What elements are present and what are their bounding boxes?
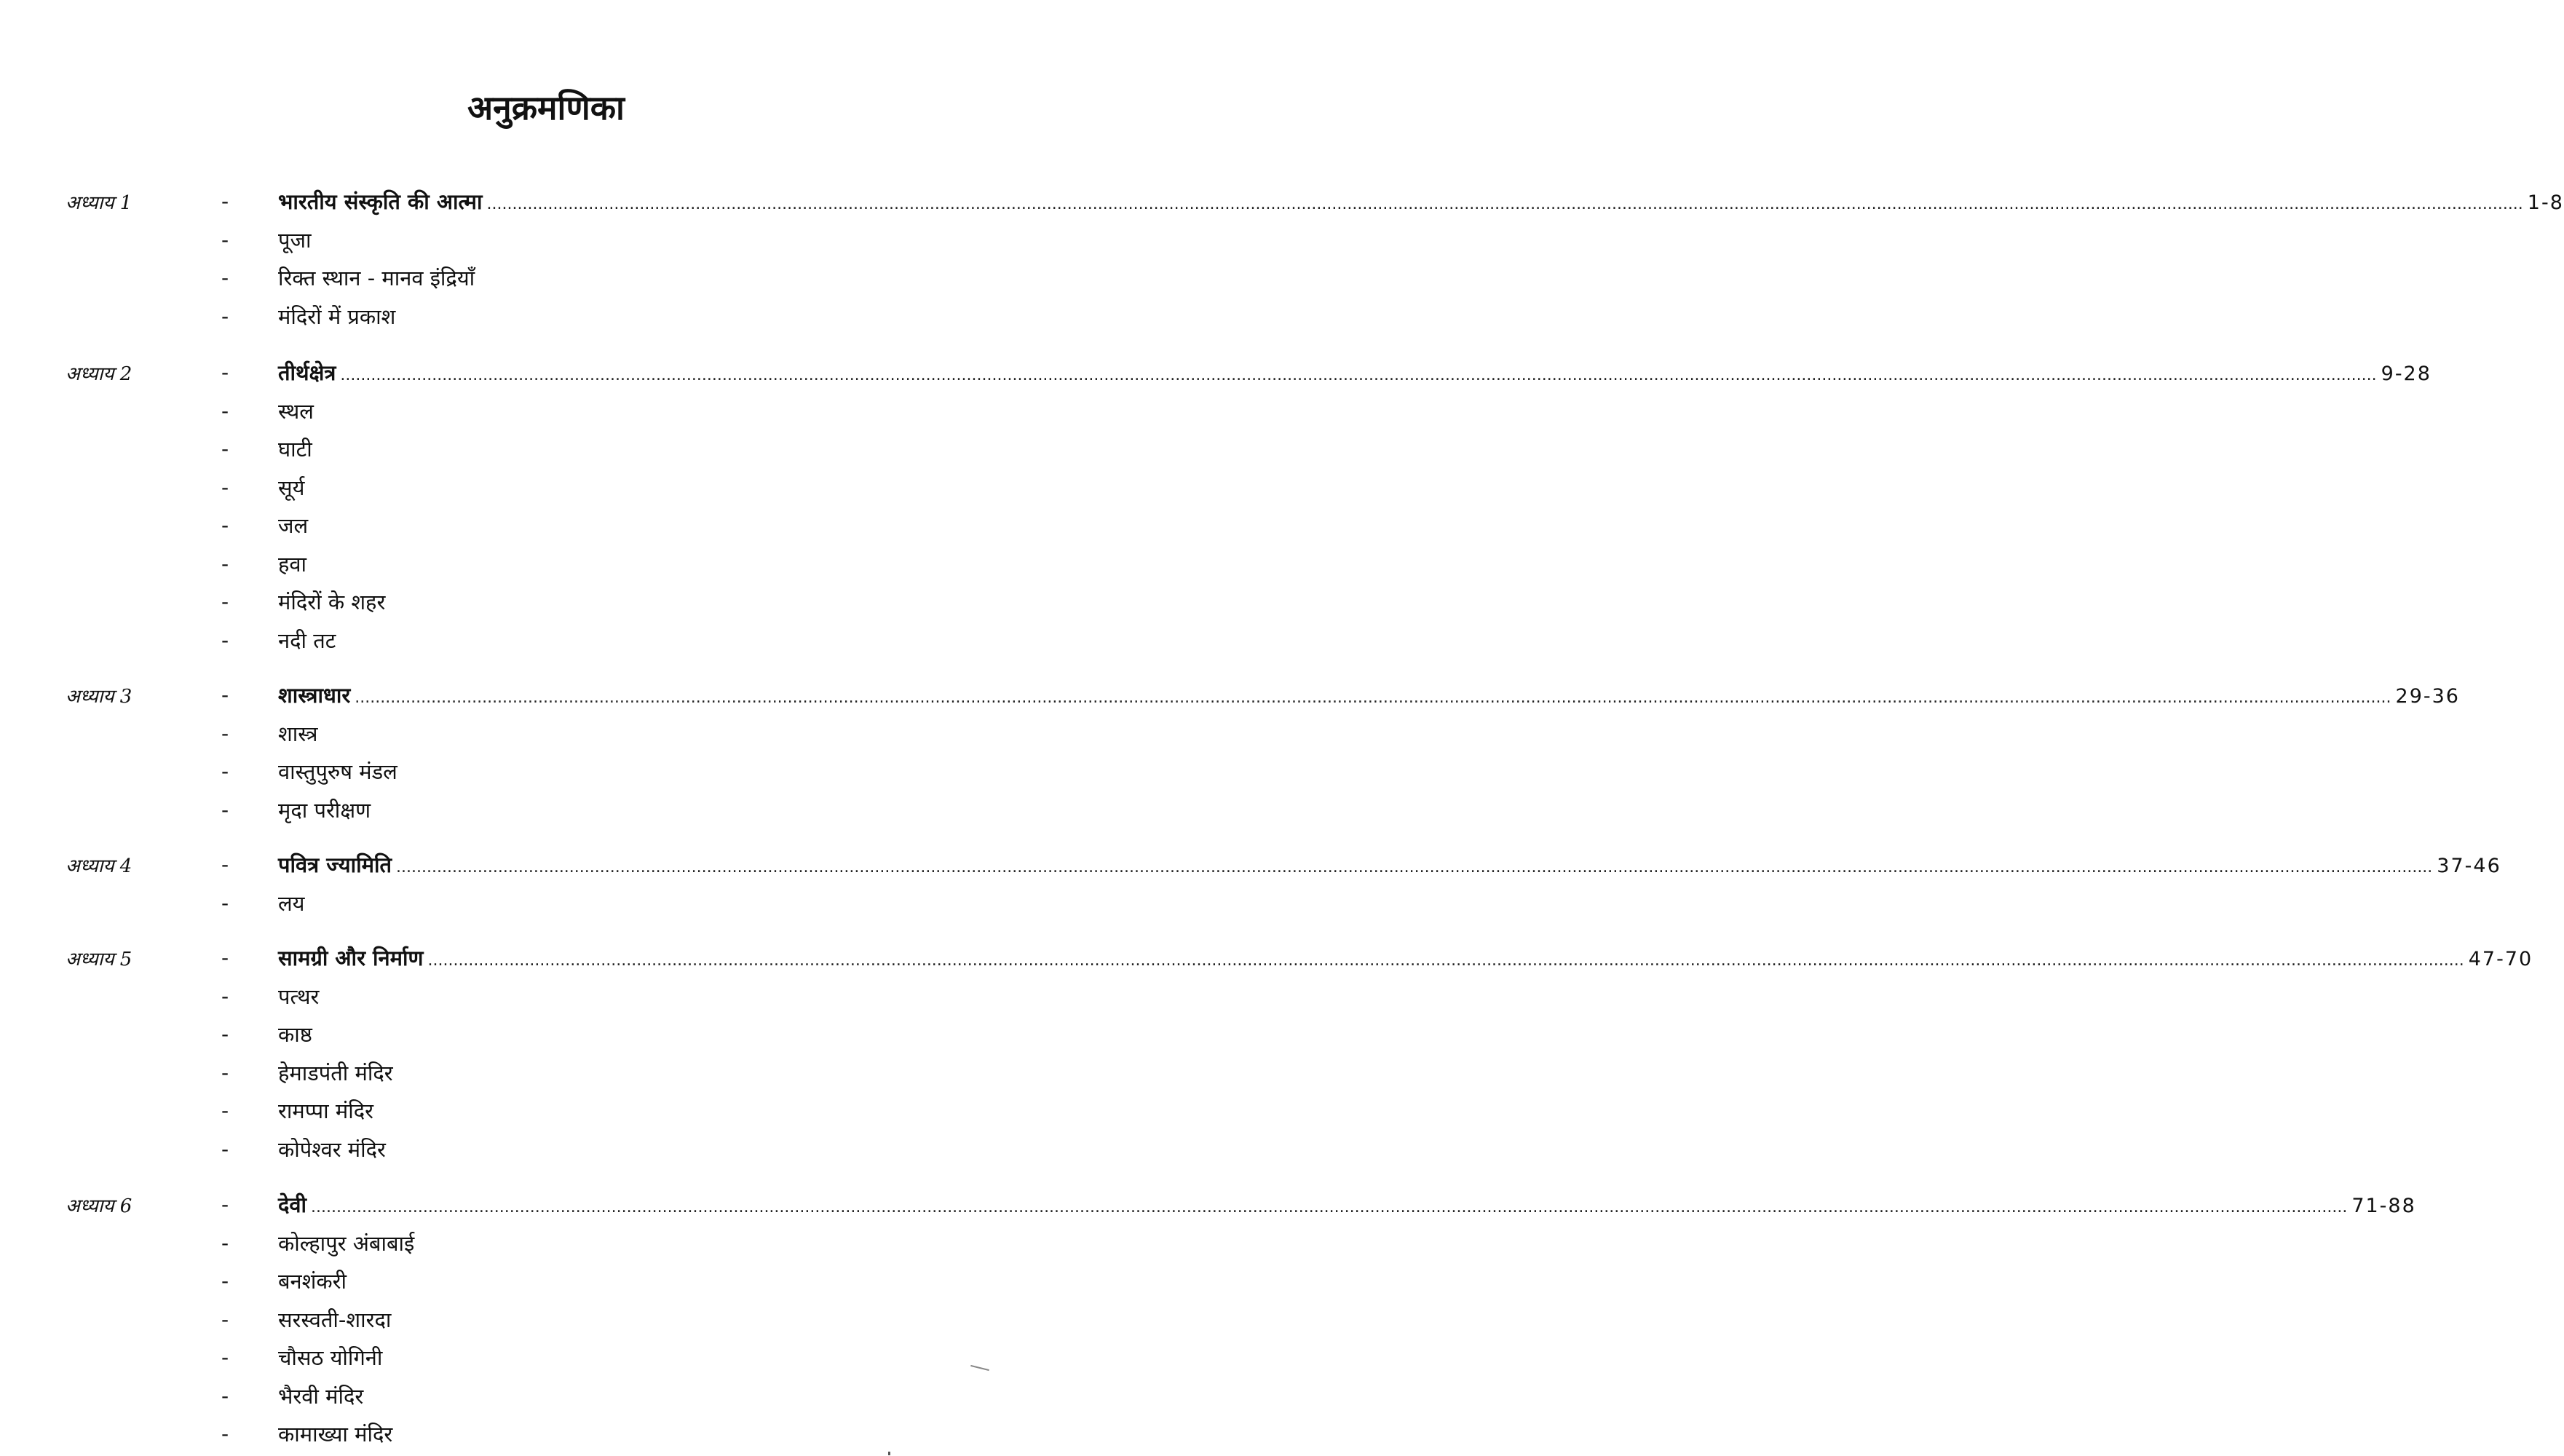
scan-mark <box>888 1452 890 1455</box>
dash: - <box>221 1383 229 1408</box>
topic-text: घाटी <box>278 437 312 462</box>
topic-entry <box>278 889 1035 918</box>
topic-row <box>0 472 1092 508</box>
topic-text: हवा <box>278 551 307 577</box>
dot-leader: ................................................................................................................................................................................................................................................................................................................................................................................................................ <box>311 1198 2348 1216</box>
topic-text: शास्त्र <box>278 721 318 746</box>
chapter-entry <box>278 850 2501 882</box>
dash: - <box>221 1022 229 1046</box>
topic-row <box>0 1418 1092 1455</box>
dash: - <box>221 628 229 652</box>
dash: - <box>221 1269 229 1293</box>
topic-entry <box>278 550 1035 579</box>
topic-entry <box>278 587 1035 617</box>
chapter-row <box>0 357 2432 393</box>
topic-entry <box>278 302 1035 331</box>
topic-entry <box>278 473 1035 502</box>
dot-leader: ................................................................................................................................................................................................................................................................................................................................................................................................................ <box>340 366 2377 384</box>
topic-text: रिक्त स्थान - मानव इंद्रियाँ <box>278 266 475 290</box>
page-range: 37-46 <box>2437 855 2501 877</box>
page-range: 47-70 <box>2468 948 2533 970</box>
topic-row <box>0 1227 1092 1264</box>
topic-row <box>0 510 1092 546</box>
topic-text: बनशंकरी <box>278 1269 347 1294</box>
dot-leader: ................................................................................................................................................................................................................................................................................................................................................................................................................ <box>486 195 2523 213</box>
dash: - <box>221 360 229 384</box>
topic-text: सूर्य <box>278 475 305 500</box>
page-title: अनुक्रमणिका <box>467 88 625 127</box>
chapter-heading: भारतीय संस्कृति की आत्मा <box>278 189 483 214</box>
dash: - <box>221 227 229 252</box>
topic-entry <box>278 1229 1035 1258</box>
topic-entry <box>278 719 1035 748</box>
dash: - <box>221 590 229 614</box>
topic-row <box>0 756 1092 792</box>
chapter-label: अध्याय 4 <box>66 855 132 877</box>
topic-entry <box>278 626 1035 655</box>
topic-row <box>0 1265 1092 1302</box>
topic-entry <box>278 1382 1035 1411</box>
topic-text: मंदिरों में प्रकाश <box>278 304 396 329</box>
topic-text: वास्तुपुरुष मंडल <box>278 759 397 784</box>
topic-text: मंदिरों के शहर <box>278 590 386 614</box>
topic-entry <box>278 264 1035 293</box>
topic-text: सरस्वती-शारदा <box>278 1307 392 1332</box>
page-range: 1-8 <box>2527 191 2564 214</box>
topic-entry <box>278 397 1035 426</box>
dash: - <box>221 852 229 877</box>
topic-row <box>0 1342 1092 1378</box>
chapter-entry <box>278 681 2460 713</box>
topic-text: पत्थर <box>278 984 320 1009</box>
dash: - <box>221 1345 229 1369</box>
dash: - <box>221 946 229 970</box>
topic-entry <box>278 757 1035 786</box>
dash: - <box>221 1230 229 1255</box>
dash: - <box>221 1060 229 1085</box>
topic-text: कामाख्या मंदिर <box>278 1422 393 1447</box>
topic-row <box>0 1133 1092 1170</box>
topic-entry <box>278 1096 1035 1125</box>
topic-text: स्थल <box>278 398 314 424</box>
topic-entry <box>278 1135 1035 1164</box>
topic-text: मृदा परीक्षण <box>278 797 371 823</box>
chapter-label: अध्याय 2 <box>66 363 132 385</box>
topic-text: कोल्हापुर अंबाबाई <box>278 1230 415 1256</box>
page-range: 29-36 <box>2395 685 2460 708</box>
chapter-heading: तीर्थक्षेत्र <box>278 360 336 385</box>
chapter-row <box>0 849 2501 885</box>
dash: - <box>221 721 229 745</box>
dash: - <box>221 797 229 822</box>
dash: - <box>221 759 229 783</box>
topic-entry <box>278 511 1035 540</box>
chapter-label: अध्याय 6 <box>66 1195 132 1217</box>
topic-row <box>0 548 1092 585</box>
chapter-heading: पवित्र ज्यामिति <box>278 852 392 877</box>
topic-row <box>0 718 1092 754</box>
topic-row <box>0 301 1092 337</box>
topic-text: नदी तट <box>278 628 336 653</box>
dash: - <box>221 551 229 576</box>
topic-text: रामप्पा मंदिर <box>278 1099 373 1123</box>
chapter-label: अध्याय 3 <box>66 686 132 708</box>
topic-entry <box>278 226 1035 255</box>
dash: - <box>221 513 229 537</box>
chapter-heading: देवी <box>278 1192 307 1217</box>
dash: - <box>221 475 229 499</box>
topic-row <box>0 224 1092 261</box>
topic-text: जल <box>278 513 309 538</box>
topic-row <box>0 1018 1092 1055</box>
topic-entry <box>278 1420 1035 1449</box>
topic-entry <box>278 796 1035 825</box>
chapter-row <box>0 1189 2416 1225</box>
chapter-entry <box>278 187 2564 219</box>
topic-entry <box>278 1059 1035 1088</box>
topic-text: लय <box>278 890 305 916</box>
dash: - <box>221 437 229 461</box>
topic-row <box>0 1380 1092 1417</box>
topic-row <box>0 1057 1092 1093</box>
topic-text: भैरवी मंदिर <box>278 1383 364 1409</box>
dash: - <box>221 1192 229 1216</box>
chapter-row <box>0 679 2460 716</box>
topic-row <box>0 433 1092 470</box>
dot-leader: ................................................................................................................................................................................................................................................................................................................................................................................................................ <box>355 689 2391 707</box>
dash: - <box>221 266 229 290</box>
topic-entry <box>278 1020 1035 1049</box>
chapter-heading: सामग्री और निर्माण <box>278 946 424 970</box>
topic-text: काष्ठ <box>278 1022 312 1047</box>
topic-entry <box>278 435 1035 464</box>
dash: - <box>221 1136 229 1161</box>
topic-text: पूजा <box>278 227 312 253</box>
topic-text: कोपेश्वर मंदिर <box>278 1136 386 1162</box>
page-range: 9-28 <box>2381 363 2432 385</box>
dash: - <box>221 1422 229 1446</box>
topic-entry <box>278 1267 1035 1296</box>
topic-row <box>0 625 1092 661</box>
page-range: 71-88 <box>2351 1195 2416 1217</box>
topic-entry <box>278 982 1035 1011</box>
chapter-row <box>0 186 2564 222</box>
topic-entry <box>278 1343 1035 1372</box>
dash: - <box>221 890 229 915</box>
dash: - <box>221 398 229 423</box>
topic-row <box>0 1304 1092 1340</box>
chapter-entry <box>278 943 2533 976</box>
topic-row <box>0 887 1092 924</box>
chapter-label: अध्याय 5 <box>66 949 132 970</box>
topic-row <box>0 794 1092 831</box>
topic-text: चौसठ योगिनी <box>278 1345 383 1370</box>
topic-entry <box>278 1305 1035 1334</box>
chapter-entry <box>278 358 2432 390</box>
chapter-entry <box>278 1190 2416 1222</box>
topic-row <box>0 262 1092 298</box>
topic-text: हेमाडपंती मंदिर <box>278 1060 393 1085</box>
dot-leader: ................................................................................................................................................................................................................................................................................................................................................................................................................ <box>396 858 2433 877</box>
dash: - <box>221 683 229 707</box>
topic-row <box>0 395 1092 432</box>
chapter-label: अध्याय 1 <box>66 192 132 214</box>
chapter-row <box>0 942 2533 978</box>
dot-leader: ................................................................................................................................................................................................................................................................................................................................................................................................................ <box>427 951 2464 970</box>
dash: - <box>221 1307 229 1332</box>
topic-row <box>0 1095 1092 1131</box>
dash: - <box>221 189 229 213</box>
dash: - <box>221 984 229 1008</box>
chapter-heading: शास्त्राधार <box>278 683 351 708</box>
topic-row <box>0 586 1092 622</box>
dash: - <box>221 1099 229 1123</box>
dash: - <box>221 304 229 328</box>
topic-row <box>0 981 1092 1017</box>
